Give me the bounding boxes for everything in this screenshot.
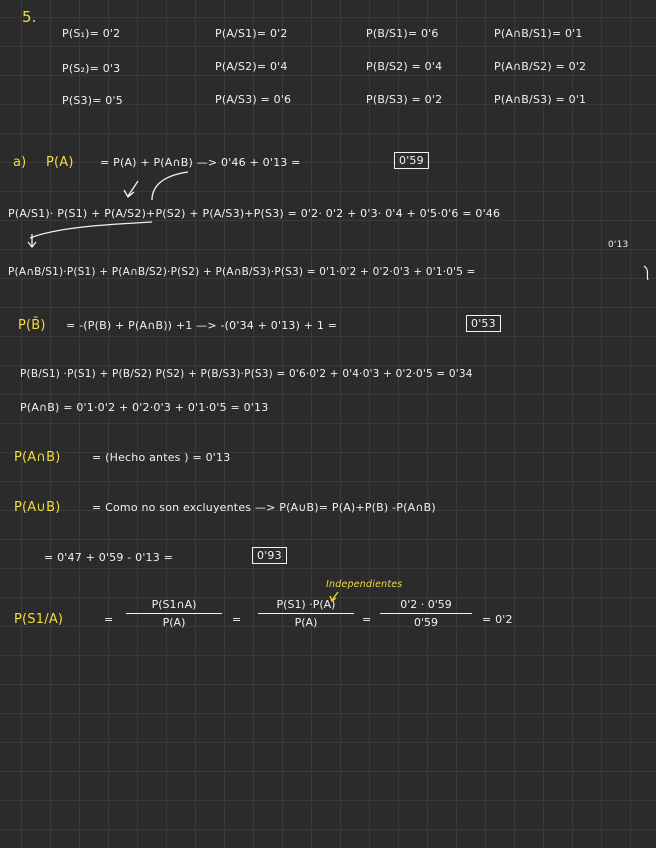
given-panb-s1: P(A∩B/S1)= 0'1	[494, 27, 583, 40]
arrow-down-1	[124, 181, 138, 197]
given-ps1: P(S₁)= 0'2	[62, 27, 121, 40]
arrow-independent	[330, 592, 338, 601]
eq-sign-1: =	[104, 613, 114, 626]
arrow-curve-2	[152, 172, 188, 200]
pa-heading: P(A)	[46, 155, 74, 170]
given-pb-s3: P(B/S3) = 0'2	[366, 93, 443, 106]
pa-result-box: 0'59	[394, 152, 429, 169]
panb-heading: P(A∩B)	[14, 450, 61, 465]
given-panb-s3: P(A∩B/S3) = 0'1	[494, 93, 587, 106]
given-pa-s2: P(A/S2)= 0'4	[215, 60, 288, 73]
panb-expansion: = (Hecho antes ) = 0'13	[92, 451, 231, 464]
fraction-3-numerator: 0'2 · 0'59	[400, 598, 452, 611]
paub-heading: P(A∪B)	[14, 500, 61, 515]
fraction-1-numerator: P(S1∩A)	[151, 598, 197, 611]
pa-total-prob-line: P(A/S1)· P(S1) + P(A/S2)+P(S2) + P(A/S3)+P(S3) = 0'2· 0'2 + 0'3· 0'4 + 0'5·0'6 = 0'46	[8, 207, 501, 220]
problem-number: 5.	[22, 8, 37, 26]
panb-calc-line: P(A∩B) = 0'1·0'2 + 0'2·0'3 + 0'1·0'5 = 0'13	[20, 401, 269, 414]
pbbar-expansion: = -(P(B) + P(A∩B)) +1 —> -(0'34 + 0'13) + 1 =	[66, 319, 338, 332]
pa-expansion: = P(A) + P(A∩B) —> 0'46 + 0'13 =	[100, 156, 301, 169]
given-ps2: P(S₂)= 0'3	[62, 62, 121, 75]
given-ps3: P(S3)= 0'5	[62, 94, 123, 107]
given-pa-s1: P(A/S1)= 0'2	[215, 27, 288, 40]
independent-note: Independientes	[326, 579, 403, 590]
final-result: = 0'2	[482, 613, 513, 626]
ps1a-heading: P(S1/A)	[14, 612, 64, 627]
paub-expansion: = Como no son excluyentes —> P(A∪B)= P(A)+P(B) -P(A∩B)	[92, 501, 436, 514]
given-panb-s2: P(A∩B/S2) = 0'2	[494, 60, 587, 73]
given-pb-s1: P(B/S1)= 0'6	[366, 27, 439, 40]
eq-sign-3: =	[362, 613, 372, 626]
paub-calc: = 0'47 + 0'59 - 0'13 =	[44, 551, 174, 564]
given-pa-s3: P(A/S3) = 0'6	[215, 93, 292, 106]
fraction-3-denominator: 0'59	[413, 616, 439, 629]
given-pb-s2: P(B/S2) = 0'4	[366, 60, 443, 73]
brace-right	[644, 266, 648, 280]
pbbar-heading: P(B̄)	[18, 318, 46, 333]
fraction-1-denominator: P(A)	[162, 616, 186, 629]
pb-total-prob-line: P(B/S1) ·P(S1) + P(B/S2) P(S2) + P(B/S3)·P(S3) = 0'6·0'2 + 0'4·0'3 + 0'2·0'5 = 0'34	[20, 368, 473, 380]
eq-sign-2: =	[232, 613, 242, 626]
pbbar-result-box: 0'53	[466, 315, 501, 332]
arrow-under-line	[30, 222, 152, 238]
paub-result-box: 0'93	[252, 547, 287, 564]
note-013: 0'13	[608, 240, 629, 250]
fraction-2-numerator: P(S1) ·P(A)	[276, 598, 336, 611]
panb-total-prob-line: P(A∩B/S1)·P(S1) + P(A∩B/S2)·P(S2) + P(A∩B/S3)·P(S3) = 0'1·0'2 + 0'2·0'3 + 0'1·0'5 =	[8, 266, 476, 278]
part-a-label: a)	[13, 155, 27, 170]
fraction-2-denominator: P(A)	[294, 616, 318, 629]
